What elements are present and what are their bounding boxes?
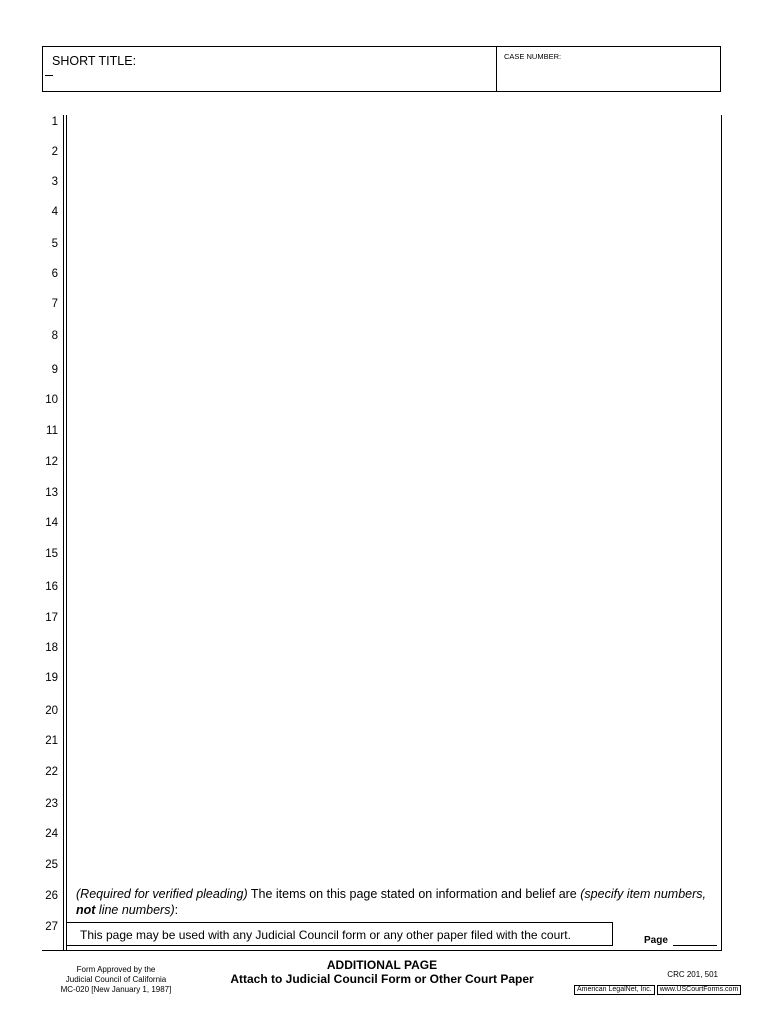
short-title-input[interactable] <box>51 71 481 85</box>
notice-text: This page may be used with any Judicial Council form or any other paper filed with the court. <box>80 928 571 942</box>
case-number-label: CASE NUMBER: <box>504 52 562 61</box>
line-number: 1 <box>51 116 58 128</box>
verification-italic-lead: (Required for verified pleading) <box>76 887 248 901</box>
line-number: 10 <box>45 394 58 406</box>
line-number: 6 <box>51 268 58 280</box>
line-number: 4 <box>51 206 58 218</box>
line-number: 3 <box>51 176 58 188</box>
credit-uscourtforms[interactable]: www.USCourtForms.com <box>657 985 742 995</box>
approved-line-3: MC-020 [New January 1, 1987] <box>60 985 172 994</box>
form-title-line-1: ADDITIONAL PAGE <box>326 958 438 972</box>
verification-bold-not: not <box>76 903 96 917</box>
approved-line-2: Judicial Council of California <box>65 975 167 984</box>
line-number: 8 <box>51 330 58 342</box>
line-number: 24 <box>45 828 58 840</box>
line-number: 23 <box>45 798 58 810</box>
credit-row <box>574 985 741 995</box>
pleading-body-field[interactable] <box>76 117 708 877</box>
right-margin-rule <box>721 115 722 951</box>
line-number: 2 <box>51 146 58 158</box>
verification-mid-text: The items on this page stated on information and belief are <box>247 887 581 901</box>
header-box <box>42 46 721 92</box>
line-number: 9 <box>51 364 58 376</box>
short-title-label: SHORT TITLE: <box>52 54 137 68</box>
verification-italic-spec: (specify item numbers, <box>580 887 706 901</box>
form-title-line-2: Attach to Judicial Council Form or Other Court Paper <box>230 972 534 986</box>
line-number: 20 <box>45 705 58 717</box>
line-number: 7 <box>51 298 58 310</box>
left-margin-rule-inner <box>66 115 67 951</box>
verification-statement <box>76 886 706 918</box>
form-approval-note <box>50 965 182 995</box>
line-number: 5 <box>51 238 58 250</box>
line-number: 11 <box>46 425 58 437</box>
line-number: 21 <box>45 735 58 747</box>
notice-box <box>66 922 613 946</box>
line-number: 12 <box>45 456 58 468</box>
line-number: 26 <box>45 890 58 902</box>
page-label: Page <box>644 935 668 946</box>
line-number: 19 <box>45 672 58 684</box>
case-number-input[interactable] <box>504 65 712 85</box>
verification-colon: : <box>174 903 179 917</box>
line-number: 15 <box>45 548 58 560</box>
line-number: 27 <box>45 921 58 933</box>
page-number-line[interactable] <box>673 945 717 946</box>
line-number: 13 <box>45 487 58 499</box>
line-number: 25 <box>45 859 58 871</box>
line-number: 16 <box>45 581 58 593</box>
form-title <box>196 958 568 986</box>
line-number: 14 <box>45 517 58 529</box>
line-number: 22 <box>45 766 58 778</box>
footer-rule <box>42 950 721 951</box>
approved-line-1: Form Approved by the <box>76 965 156 974</box>
crc-reference: CRC 201, 501 <box>667 970 718 979</box>
credit-legalnet[interactable]: American LegalNet, Inc. <box>574 985 655 995</box>
verification-italic-line: line numbers) <box>95 903 175 917</box>
line-number: 17 <box>45 612 58 624</box>
line-number: 18 <box>45 642 58 654</box>
left-margin-rule-outer <box>63 115 64 951</box>
